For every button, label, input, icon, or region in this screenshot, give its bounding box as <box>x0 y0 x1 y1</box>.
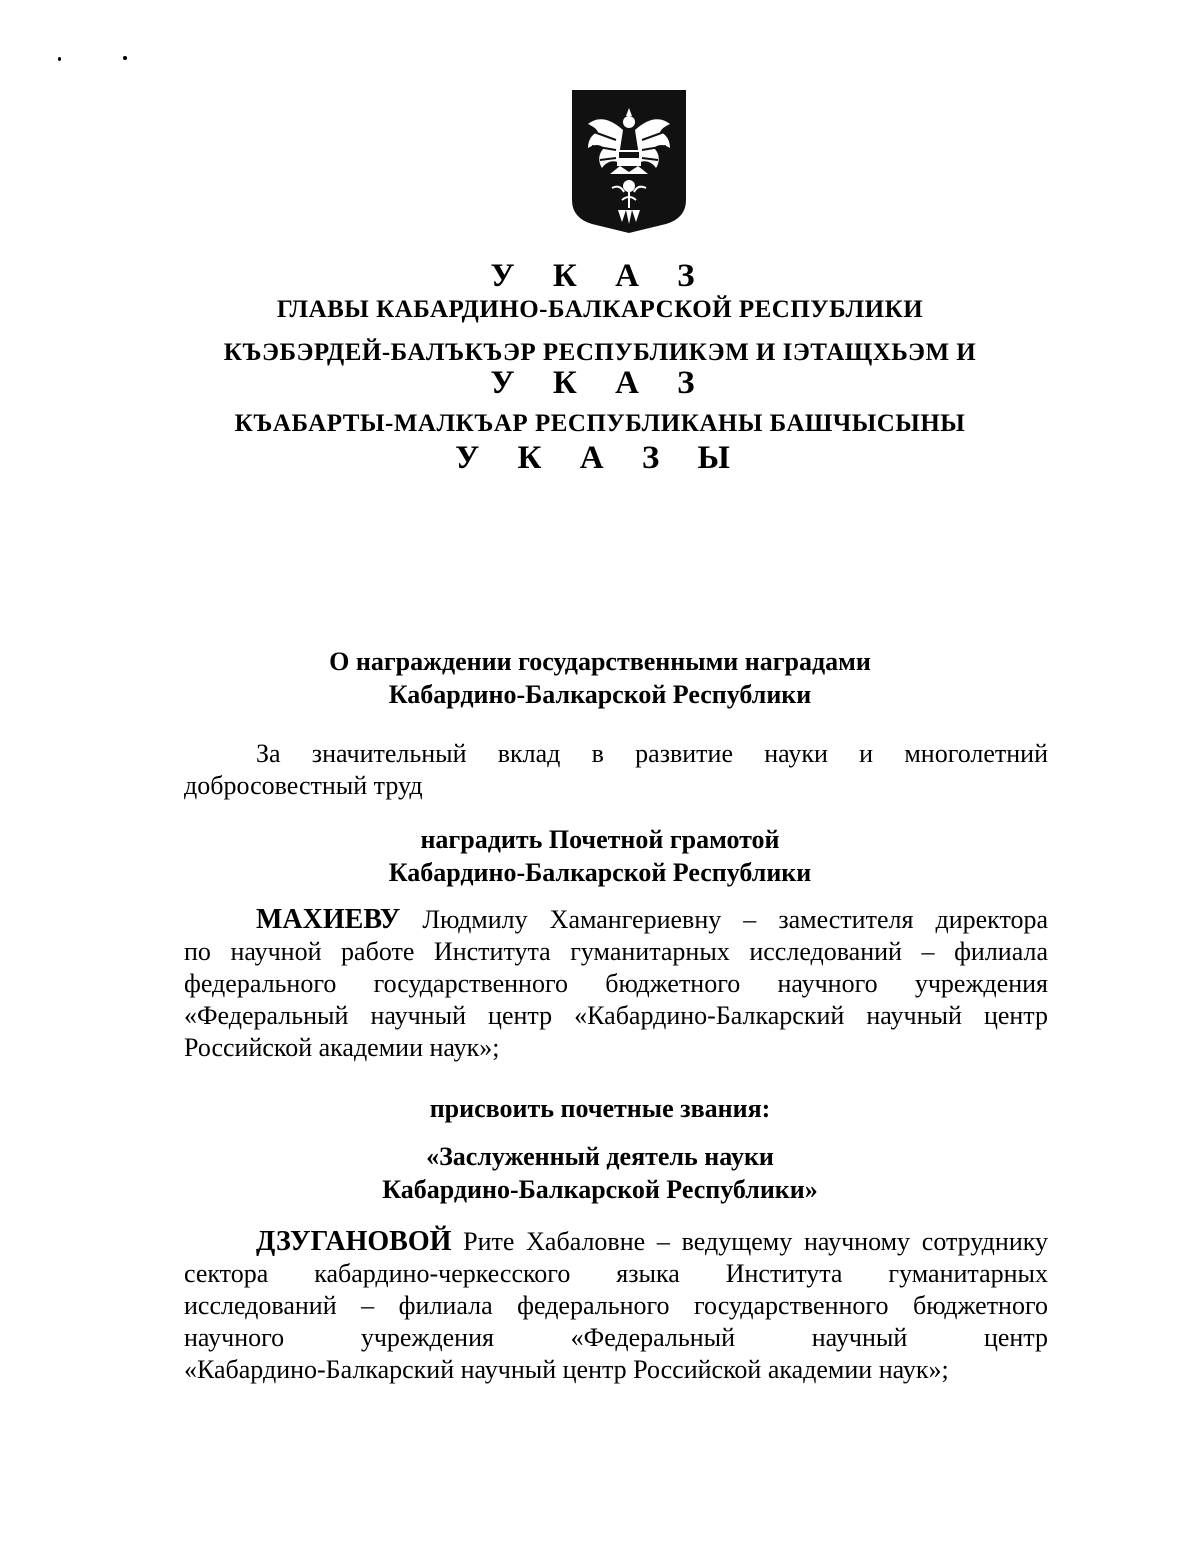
award-line: Кабардино-Балкарской Республики <box>388 858 812 887</box>
intro-line: За значительный вклад в развитие науки и многолетний <box>256 739 1048 768</box>
awardee-line: Российской академии наук»; <box>184 1033 500 1062</box>
honor-title <box>0 1140 1200 1206</box>
coat-of-arms <box>570 88 688 234</box>
decree-heading: У К А З <box>490 258 710 294</box>
title-line: Кабардино-Балкарской Республики <box>388 680 812 709</box>
honor-line: «Заслуженный деятель науки <box>426 1142 774 1171</box>
document-title <box>0 645 1200 711</box>
kbr-coat-of-arms-icon <box>570 88 688 234</box>
honoree-paragraph <box>184 1226 1048 1386</box>
awardee-line: по научной работе Института гуманитарных исследований – филиала <box>184 937 1048 966</box>
scan-speck <box>123 56 127 60</box>
award-line: наградить Почетной грамотой <box>420 825 780 854</box>
honorary-titles-heading <box>0 1092 1200 1125</box>
awardee-paragraph <box>184 904 1048 1064</box>
scan-speck <box>58 57 61 61</box>
honoree-line <box>184 1226 1048 1258</box>
awardee-line <box>184 904 1048 936</box>
honoree-name: Рите Хабаловне – ведущему научному сотруднику <box>463 1227 1048 1256</box>
honorary-titles-heading-text: присвоить почетные звания: <box>429 1094 771 1123</box>
intro-paragraph <box>184 738 1048 802</box>
header-kabardian-line: КЪЭБЭРДЕЙ-БАЛЪКЪЭР РЕСПУБЛИКЭМ И IЭТАЩХЬЭМ И <box>223 339 977 366</box>
honoree-surname: ДЗУГАНОВОЙ <box>256 1226 452 1257</box>
header-balkar-line: КЪАБАРТЫ-МАЛКЪАР РЕСПУБЛИКАНЫ БАШЧЫСЫНЫ <box>234 410 966 437</box>
header-head-of-republic: ГЛАВЫ КАБАРДИНО-БАЛКАРСКОЙ РЕСПУБЛИКИ <box>276 296 924 323</box>
awardee-surname: МАХИЕВУ <box>256 904 401 935</box>
awardee-line: «Федеральный научный центр «Кабардино-Балкарский научный центр <box>184 1001 1048 1030</box>
honoree-line: сектора кабардино-черкесского языка Института гуманитарных <box>184 1259 1048 1288</box>
awardee-line: федерального государственного бюджетного научного учреждения <box>184 969 1048 998</box>
awardee-name: Людмилу Хамангериевну – заместителя директора <box>422 905 1048 934</box>
honoree-line: «Кабардино-Балкарский научный центр Российской академии наук»; <box>184 1355 949 1384</box>
intro-line: добросовестный труд <box>184 771 423 800</box>
decree-heading-balkar: У К А З Ы <box>455 440 745 476</box>
title-line: О награждении государственными наградами <box>329 647 871 676</box>
decree-heading-kabardian: У К А З <box>490 365 710 401</box>
honor-line: Кабардино-Балкарской Республики» <box>382 1175 818 1204</box>
honoree-line: исследований – филиала федерального государственного бюджетного <box>184 1291 1048 1320</box>
award-heading <box>0 823 1200 889</box>
honoree-line: научного учреждения «Федеральный научный центр <box>184 1323 1048 1352</box>
